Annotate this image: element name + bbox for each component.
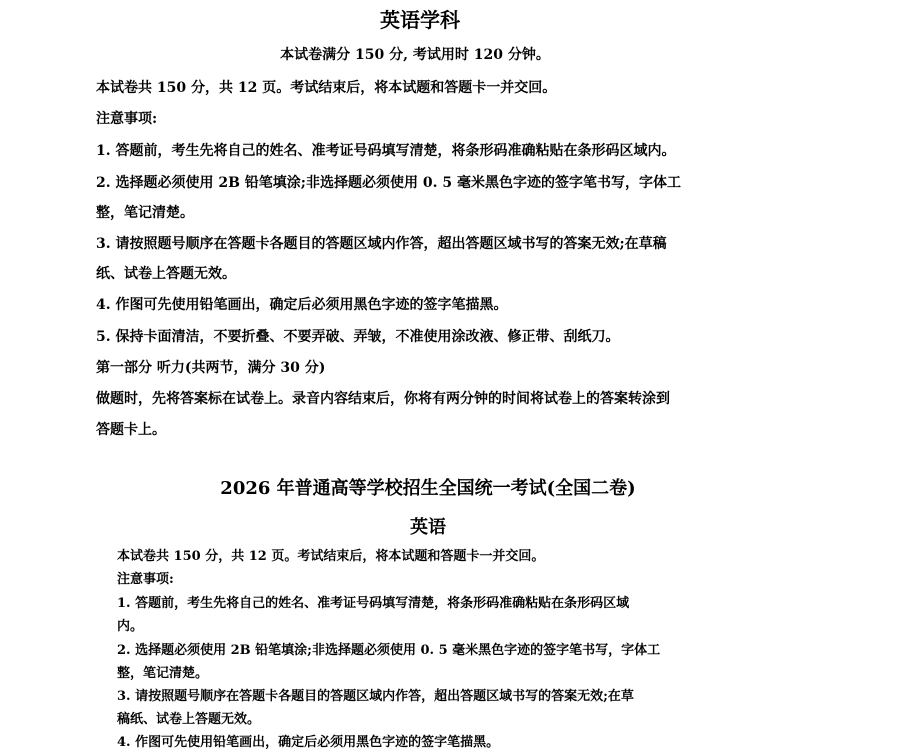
notice-heading: 注意事项: bbox=[96, 111, 158, 127]
instruction-1-line-1: 1. 答题前，考生先将自己的姓名、准考证号码填写清楚，将条形码准确粘贴在条形码区域 bbox=[117, 596, 630, 611]
instruction-2-line-2: 整，笔记清楚。 bbox=[96, 205, 194, 221]
subject-title: 英语学科 bbox=[380, 8, 460, 32]
instruction-3b-line-2: 稿纸、试卷上答题无效。 bbox=[117, 712, 261, 727]
exam-title: 2026 年普通高等学校招生全国统一考试(全国二卷) bbox=[220, 478, 636, 499]
exam-score-time-note: 本试卷满分 150 分, 考试用时 120 分钟。 bbox=[280, 47, 550, 63]
instruction-2b-line-1: 2. 选择题必须使用 2B 铅笔填涂;非选择题必须使用 0. 5 毫米黑色字迹的签字笔书写，字体工 bbox=[117, 643, 661, 658]
instruction-4: 4. 作图可先使用铅笔画出，确定后必须用黑色字迹的签字笔描黑。 bbox=[96, 297, 508, 313]
instruction-2b-line-2: 整，笔记清楚。 bbox=[117, 666, 209, 681]
listening-note-line-1: 做题时，先将答案标在试卷上。录音内容结束后，你将有两分钟的时间将试卷上的答案转涂到 bbox=[96, 391, 670, 407]
page-count-line: 本试卷共 150 分，共 12 页。考试结束后，将本试题和答题卡一并交回。 bbox=[96, 80, 557, 96]
exam-subject: 英语 bbox=[410, 517, 446, 538]
instruction-4b: 4. 作图可先使用铅笔画出，确定后必须用黑色字迹的签字笔描黑。 bbox=[117, 735, 500, 750]
instruction-2-line-1: 2. 选择题必须使用 2B 铅笔填涂;非选择题必须使用 0. 5 毫米黑色字迹的签字笔书写，字体工 bbox=[96, 175, 681, 191]
listening-note-line-2: 答题卡上。 bbox=[96, 422, 166, 438]
instruction-1-line-2: 内。 bbox=[117, 619, 144, 634]
notice-heading-2: 注意事项: bbox=[117, 572, 174, 587]
instruction-3-line-2: 纸、试卷上答题无效。 bbox=[96, 266, 236, 282]
page-count-line-2: 本试卷共 150 分，共 12 页。考试结束后，将本试题和答题卡一并交回。 bbox=[117, 549, 545, 564]
instruction-3-line-1: 3. 请按照题号顺序在答题卡各题目的答题区域内作答，超出答题区域书写的答案无效;在草稿 bbox=[96, 236, 667, 252]
part-one-heading: 第一部分 听力(共两节，满分 30 分) bbox=[96, 360, 326, 376]
instruction-3b-line-1: 3. 请按照题号顺序在答题卡各题目的答题区域内作答，超出答题区域书写的答案无效;在草 bbox=[117, 689, 634, 704]
instruction-5: 5. 保持卡面清洁，不要折叠、不要弄破、弄皱，不准使用涂改液、修正带、刮纸刀。 bbox=[96, 329, 620, 345]
instruction-1: 1. 答题前，考生先将自己的姓名、准考证号码填写清楚，将条形码准确粘贴在条形码区域内。 bbox=[96, 143, 676, 159]
